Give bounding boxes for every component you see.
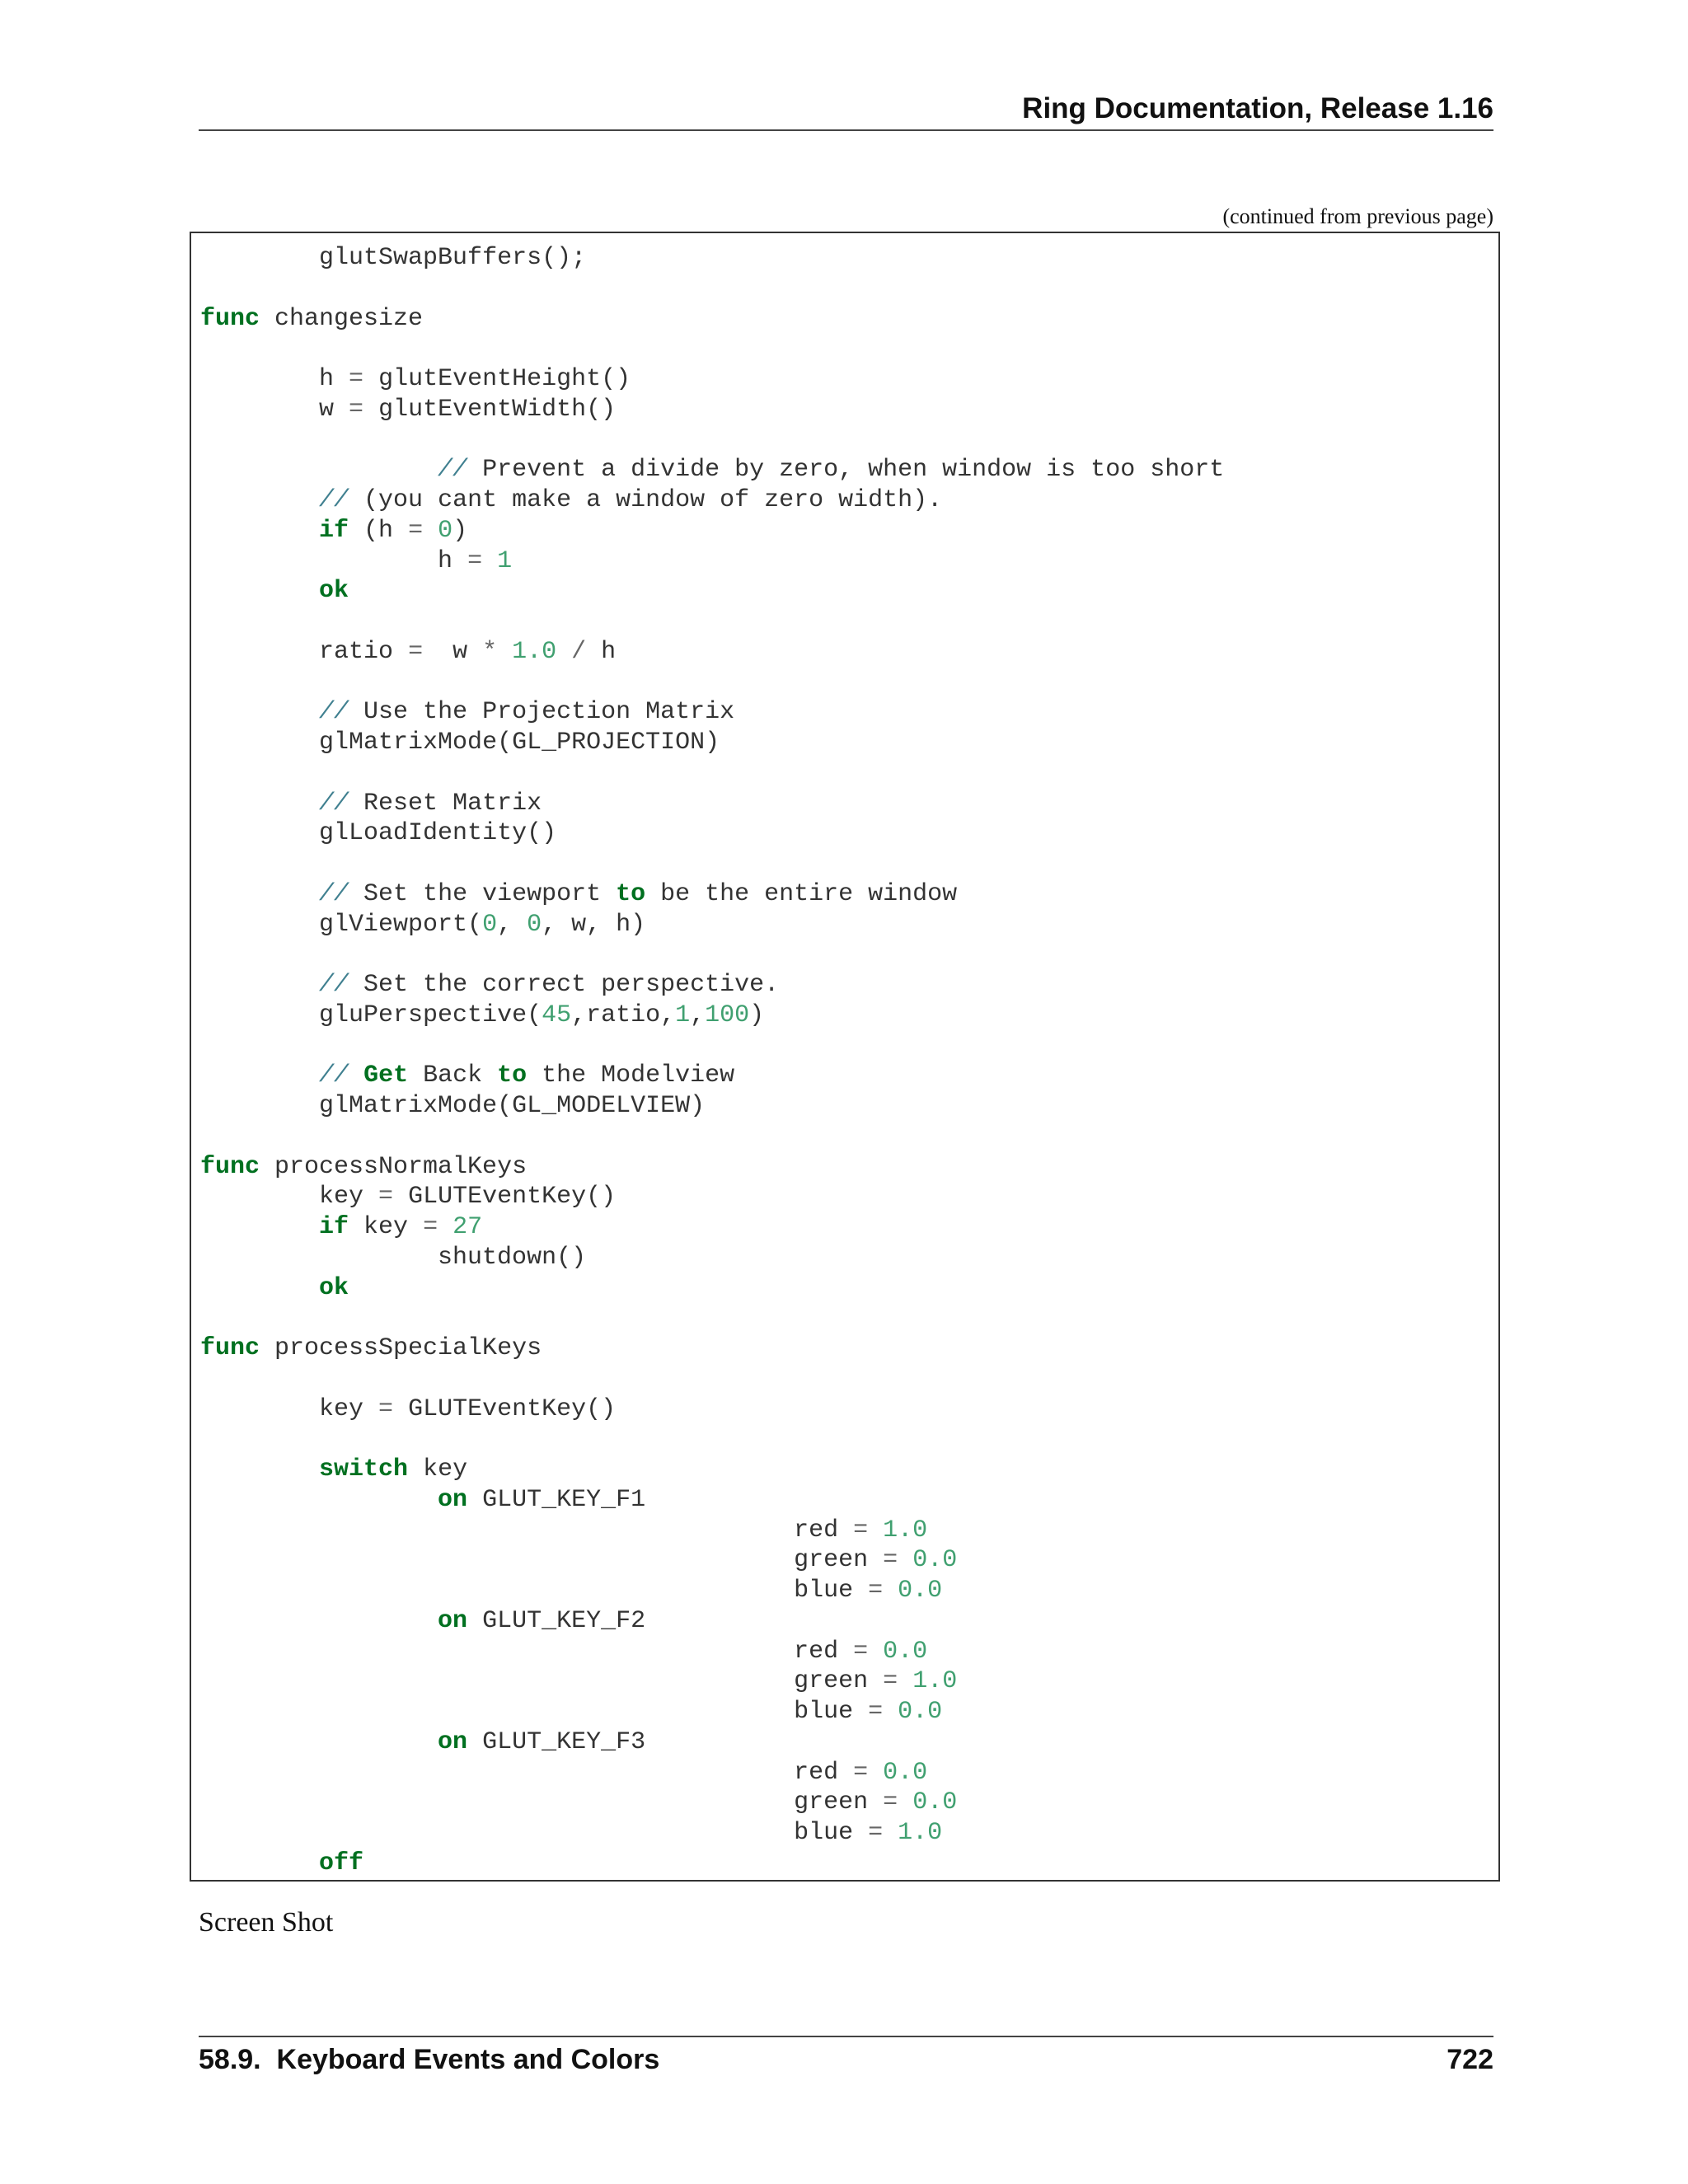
code-line: key = GLUTEventKey() — [200, 1394, 617, 1423]
code-line: green = 1.0 — [200, 1667, 958, 1696]
code-line: // (you cant make a window of zero width). — [319, 486, 943, 514]
code-line: green = 0.0 — [200, 1546, 958, 1575]
code-line: blue = 0.0 — [200, 1698, 943, 1726]
code-line: on GLUT_KEY_F3 — [438, 1727, 646, 1756]
code-listing — [200, 243, 1224, 1879]
code-line: key = GLUTEventKey() — [200, 1183, 617, 1212]
code-line: on GLUT_KEY_F1 — [438, 1485, 646, 1514]
code-line: red = 0.0 — [200, 1637, 928, 1666]
code-line: // Get Back to the Modelview — [319, 1062, 735, 1090]
code-line: ok — [319, 1273, 349, 1302]
code-line: if (h = 0) — [319, 516, 468, 545]
code-line: on GLUT_KEY_F2 — [438, 1606, 646, 1635]
code-line: if key = 27 — [319, 1213, 483, 1241]
code-line: // Reset Matrix — [319, 789, 542, 818]
code-line: glutSwapBuffers(); — [200, 244, 587, 272]
continued-note: (continued from previous page) — [1222, 204, 1493, 228]
code-line: blue = 0.0 — [200, 1577, 943, 1605]
screenshot-caption: Screen Shot — [199, 1907, 334, 1938]
code-line: shutdown() — [200, 1243, 587, 1272]
code-line: off — [319, 1849, 364, 1877]
code-line: ratio = w * 1.0 / h — [200, 637, 617, 666]
footer-section-title: 58.9. Keyboard Events and Colors — [199, 2044, 660, 2075]
page-number: 722 — [1447, 2044, 1493, 2075]
code-line: gluPerspective(45,ratio,1,100) — [200, 1001, 765, 1029]
header-rule — [199, 129, 1493, 131]
code-line: red = 1.0 — [200, 1516, 928, 1544]
code-line: // Use the Projection Matrix — [319, 698, 735, 727]
code-line: glLoadIdentity() — [200, 819, 557, 848]
code-line: glViewport(0, 0, w, h) — [200, 910, 646, 939]
code-line: func changesize — [200, 304, 424, 333]
code-line: red = 0.0 — [200, 1758, 928, 1787]
code-line: glMatrixMode(GL_MODELVIEW) — [200, 1092, 706, 1120]
code-line: switch key — [319, 1455, 468, 1483]
code-line: // Prevent a divide by zero, when window is too short — [438, 456, 1225, 485]
code-line: h = glutEventHeight() — [200, 365, 631, 393]
running-header-title: Ring Documentation, Release 1.16 — [1022, 92, 1493, 124]
code-line: glMatrixMode(GL_PROJECTION) — [200, 729, 720, 757]
footer-rule — [199, 2036, 1493, 2037]
code-line: w = glutEventWidth() — [200, 395, 617, 424]
code-line: blue = 1.0 — [200, 1819, 943, 1847]
code-line: ok — [319, 577, 349, 606]
code-line: h = 1 — [200, 546, 513, 575]
code-line: green = 0.0 — [200, 1788, 958, 1817]
code-line: // Set the correct perspective. — [319, 971, 780, 999]
code-line: func processNormalKeys — [200, 1152, 528, 1181]
code-line: func processSpecialKeys — [200, 1334, 542, 1362]
code-line: // Set the viewport to be the entire window — [319, 879, 958, 908]
code-block — [190, 232, 1500, 1882]
